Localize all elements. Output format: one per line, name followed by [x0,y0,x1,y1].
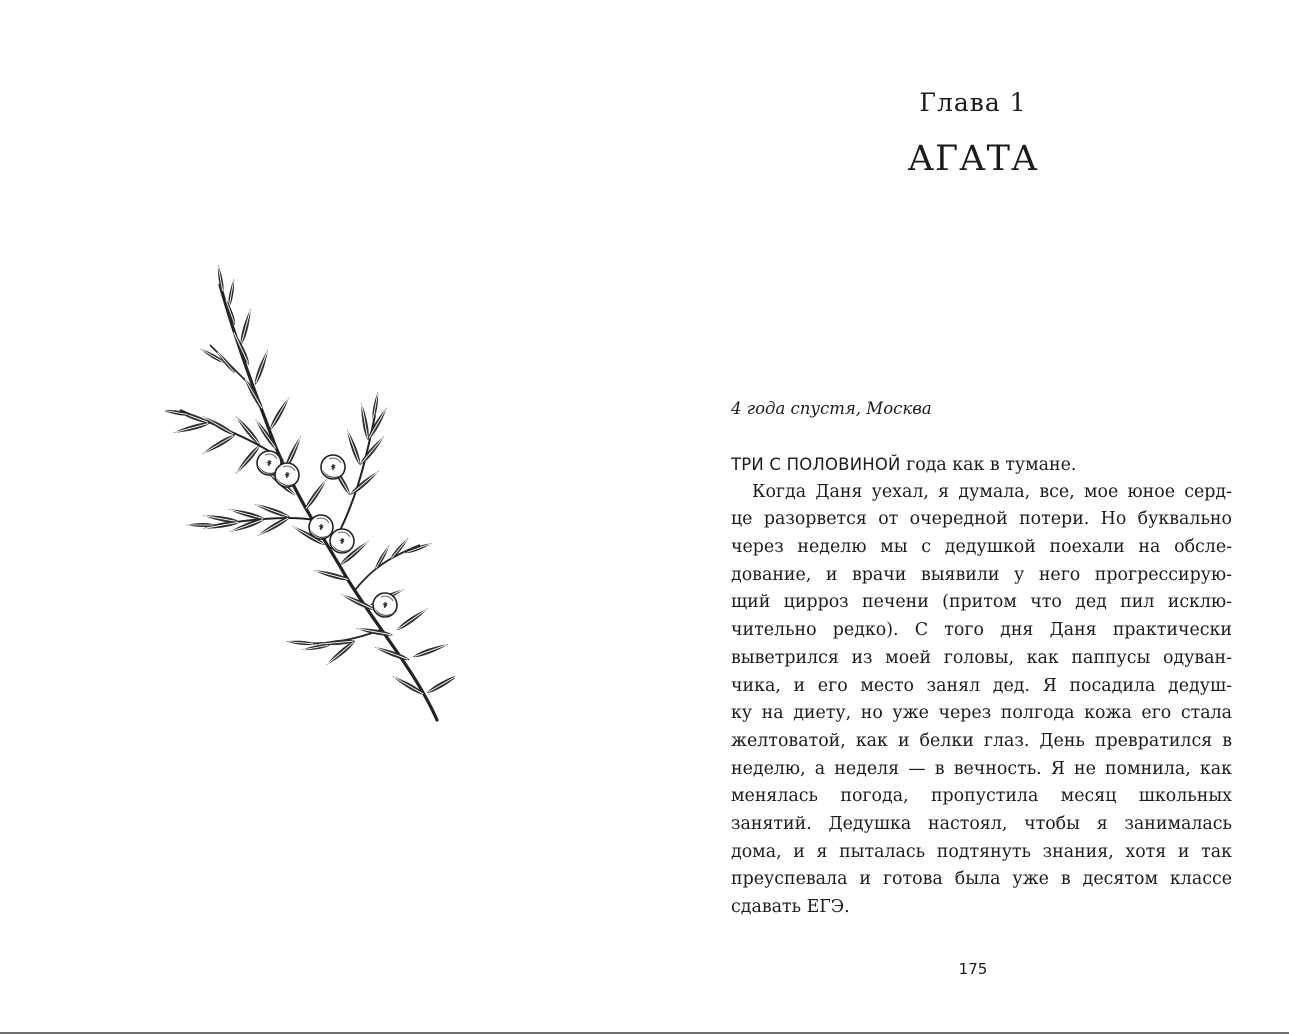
text-line: желтоватой, как и белки глаз. День превратился в [731,730,1232,751]
juniper-branch-icon [165,265,455,730]
text-line: чительно редко). С того дня Даня практически [731,620,1232,641]
text-line: дование, и врачи выявили у него прогрессирую- [731,564,1232,585]
text-line: менялась погода, пропустила месяц школьных [731,786,1232,807]
text-line: через неделю мы с дедушкой поехали на обсле- [731,537,1232,558]
text-line: ТРИ С ПОЛОВИНОЙ года как в тумане. [731,455,1077,475]
page-number: 175 [958,960,988,978]
text-line: занятий. Дедушка настоял, чтобы я занималась [731,813,1232,834]
text-line: ку на диету, но уже через полгода кожа его стала [731,703,1232,724]
text-line: чика, и его место занял дед. Я посадила дедуш- [731,675,1232,696]
lead-caps: ТРИ С ПОЛОВИНОЙ [731,455,901,474]
right-page [645,0,1289,1032]
chapter-label: Глава 1 [919,88,1027,117]
text-line: щий цирроз печени (притом что дед пил исклю- [731,592,1232,613]
text-line: дома, и я пыталась подтянуть знания, хотя и так [731,841,1232,862]
text-line: це разорвется от очередной потери. Но буквально [731,509,1232,530]
chapter-body [731,451,1232,922]
text-line: преуспевала и готова была уже в десятом классе [731,869,1232,890]
chapter-title: АГАТА [907,139,1039,179]
epigraph: 4 года спустя, Москва [731,399,932,418]
text-line: сдавать ЕГЭ. [731,897,850,917]
text-line: неделю, а неделя — в вечность. Я не помнила, как [731,758,1232,779]
text-line: выветрился из моей головы, как паппусы одуван- [731,647,1232,668]
left-page [0,0,645,1032]
text-line: Когда Даня уехал, я думала, все, мое юное серд- [752,481,1232,502]
